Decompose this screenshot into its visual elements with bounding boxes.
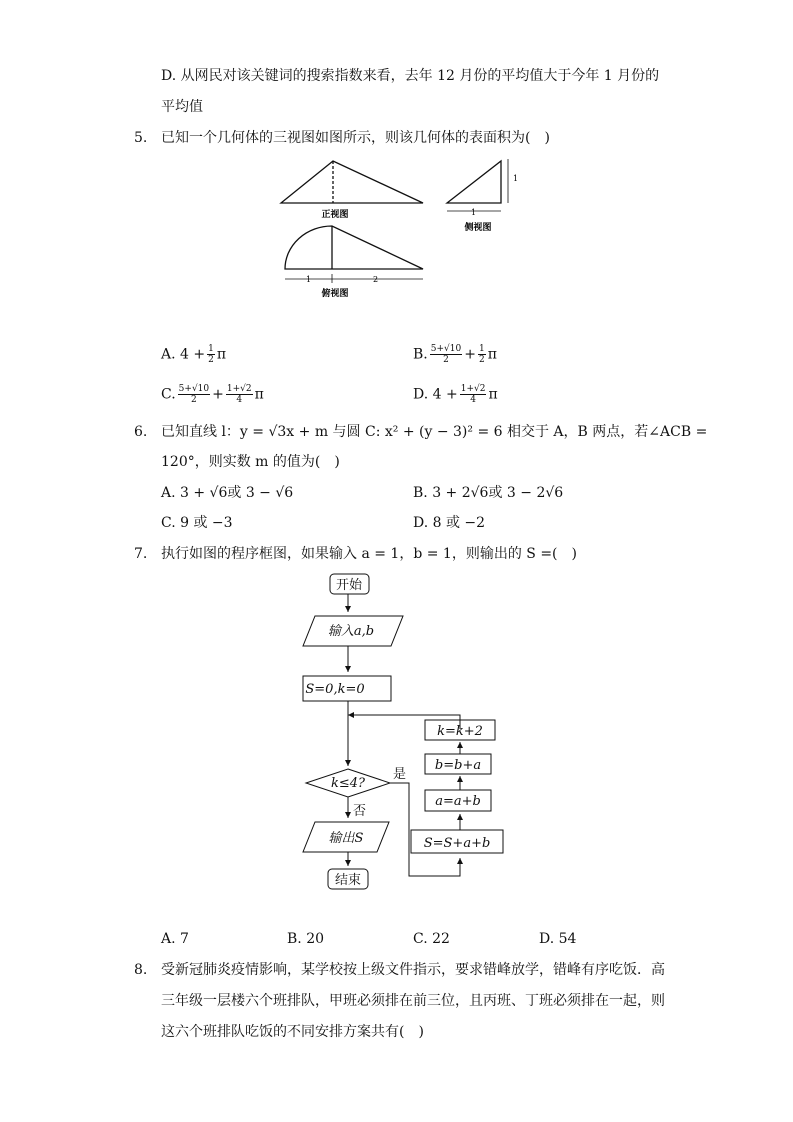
q5-option-b[interactable] — [413, 344, 497, 365]
q4-option-d-line1: D. 从网民对该关键词的搜索指数来看，去年 12 月份的平均值大于今年 1 月份的 — [161, 68, 660, 84]
q8-stem-line1: 受新冠肺炎疫情影响，某学校按上级文件指示，要求错峰放学，错峰有序吃饭．高 — [161, 962, 665, 978]
q5-option-c-frac1 — [178, 384, 210, 405]
q5-option-c-suffix: π — [254, 386, 264, 403]
q8-stem-line2: 三年级一层楼六个班排队，甲班必须排在前三位，且丙班、丁班必须排在一起，则 — [161, 993, 665, 1009]
q7-option-b[interactable]: B. 20 — [287, 931, 325, 947]
q7-option-c[interactable]: C. 22 — [413, 931, 450, 947]
q5-option-b-frac1 — [430, 344, 462, 365]
front-view-label: 正视图 — [321, 210, 349, 220]
frac-den: 2 — [478, 355, 485, 365]
q5-option-a-prefix: A. 4 + — [161, 346, 206, 363]
q5-option-b-prefix: B. — [413, 346, 428, 363]
q5-number: 5. — [134, 130, 148, 146]
frac-num: 1 — [208, 344, 214, 354]
q7-number: 7. — [134, 546, 148, 562]
frac-den: 4 — [236, 395, 243, 405]
plus-sign: + — [464, 346, 476, 363]
front-view — [281, 161, 423, 203]
plus-sign: + — [212, 386, 224, 403]
q6-option-c[interactable]: C. 9 或 −3 — [161, 515, 233, 531]
flow-no-text: 否 — [353, 804, 367, 819]
q5-option-d-frac — [460, 384, 487, 405]
frac-num: 5+√10 — [178, 384, 210, 394]
frac-den: 2 — [191, 395, 197, 405]
side-width-label: 1 — [471, 208, 477, 217]
q6-option-a[interactable]: A. 3 + √6或 3 − √6 — [161, 485, 294, 501]
flow-yes-text: 是 — [393, 767, 407, 782]
q6-stem-line1: 已知直线 l：y = √3x + m 与圆 C: x² + (y − 3)² = 6 相交于 A，B 两点，若∠ACB = — [161, 424, 708, 440]
flow-end-text: 结束 — [334, 873, 362, 888]
q7-flowchart — [295, 568, 515, 898]
q7-option-d[interactable]: D. 54 — [539, 931, 577, 947]
q5-stem: 已知一个几何体的三视图如图所示，则该几何体的表面积为( ) — [161, 130, 550, 146]
top-view-label: 俯视图 — [321, 289, 349, 299]
flow-s-update-text: S=S+a+b — [423, 836, 491, 851]
q8-stem-line3: 这六个班排队吃饭的不同安排方案共有( ) — [161, 1024, 424, 1040]
q5-option-d[interactable] — [413, 384, 498, 405]
q7-stem: 执行如图的程序框图，如果输入 a = 1，b = 1，则输出的 S =( ) — [161, 546, 577, 562]
flow-b-update-text: b=b+a — [434, 758, 482, 773]
flow-a-update-text: a=a+b — [435, 794, 481, 809]
q5-option-a-frac — [207, 344, 215, 365]
q6-number: 6. — [134, 424, 148, 440]
q6-option-b[interactable]: B. 3 + 2√6或 3 − 2√6 — [413, 485, 564, 501]
flow-cond-text: k≤4? — [330, 776, 366, 791]
flow-start-text: 开始 — [335, 578, 363, 593]
q6-stem-line2: 120°，则实数 m 的值为( ) — [161, 454, 340, 470]
q5-option-b-suffix: π — [487, 346, 497, 363]
q5-option-c[interactable] — [161, 384, 264, 405]
top-width2-label: 2 — [373, 275, 379, 284]
q5-option-c-frac2 — [226, 384, 253, 405]
top-width1-label: 1 — [306, 275, 312, 284]
flow-init-text: S=0,k=0 — [305, 682, 365, 697]
flow-input-text: 输入a,b — [327, 624, 375, 639]
q5-option-d-suffix: π — [488, 386, 498, 403]
q6-option-d[interactable]: D. 8 或 −2 — [413, 515, 486, 531]
flow-output-text: 输出S — [328, 831, 364, 846]
frac-den: 4 — [470, 395, 476, 405]
q5-option-b-frac2 — [478, 344, 486, 365]
q5-option-a[interactable] — [161, 344, 226, 365]
frac-num: 1+√2 — [226, 384, 252, 394]
q4-option-d-line2: 平均值 — [161, 99, 203, 115]
q8-number: 8. — [134, 962, 148, 978]
q5-option-d-prefix: D. 4 + — [413, 386, 458, 403]
q5-option-a-suffix: π — [216, 346, 227, 363]
frac-num: 1+√2 — [460, 384, 486, 394]
side-view — [447, 159, 508, 211]
frac-num: 1 — [478, 344, 485, 354]
q5-three-view-figure — [275, 155, 525, 305]
side-view-label: 侧视图 — [464, 223, 492, 233]
flow-k-update-text: k=k+2 — [437, 724, 483, 739]
q5-option-c-prefix: C. — [161, 386, 176, 403]
frac-den: 2 — [208, 355, 214, 365]
side-height-label: 1 — [513, 174, 519, 183]
q7-option-a[interactable]: A. 7 — [161, 931, 189, 947]
frac-num: 5+√10 — [430, 344, 462, 354]
frac-den: 2 — [443, 355, 449, 365]
